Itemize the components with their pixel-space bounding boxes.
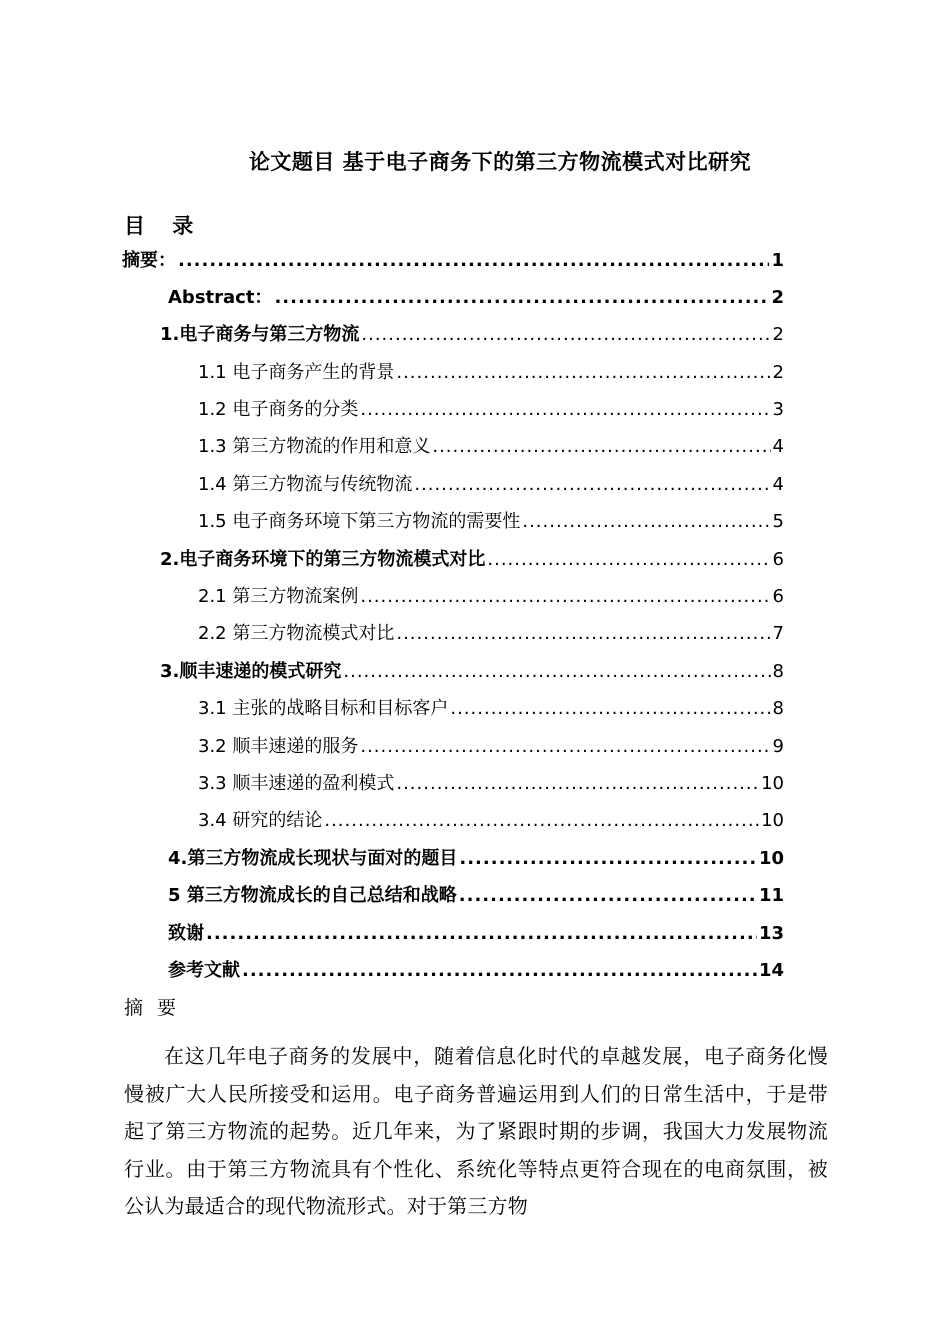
toc-entry-label: 1.3 第三方物流的作用和意义 <box>198 436 431 457</box>
toc-entry-acknowledgements[interactable] <box>168 919 784 949</box>
toc-dot-leader <box>487 549 770 570</box>
toc-entry-references[interactable] <box>168 956 784 986</box>
toc-dot-leader <box>459 848 757 869</box>
toc-dot-leader <box>459 885 757 906</box>
toc-entry-page: 9 <box>772 736 784 757</box>
toc-entry-page: 1 <box>771 250 784 271</box>
toc-entry-page: 2 <box>771 287 784 308</box>
toc-entry-3-1[interactable] <box>198 694 784 724</box>
toc-entry-1-3[interactable] <box>198 432 784 462</box>
toc-entry-label: 2.2 第三方物流模式对比 <box>198 623 395 644</box>
toc-entry-label: 2.电子商务环境下的第三方物流模式对比 <box>160 549 486 570</box>
toc-entry-page: 11 <box>758 885 784 906</box>
toc-dot-leader <box>361 324 770 345</box>
toc-entry-page: 6 <box>772 586 784 607</box>
toc-dot-leader <box>242 960 757 981</box>
toc-dot-leader <box>324 810 759 831</box>
toc-entry-label: 3.3 顺丰速递的盈利模式 <box>198 773 395 794</box>
toc-entry-3-2[interactable] <box>198 732 784 762</box>
toc-dot-leader <box>414 474 770 495</box>
toc-dot-leader <box>396 623 770 644</box>
toc-entry-1-1[interactable] <box>198 358 784 388</box>
toc-dot-leader <box>206 923 757 944</box>
toc-entry-page: 5 <box>772 511 784 532</box>
toc-entry-page: 10 <box>761 773 784 794</box>
toc-entry-label: 3.4 研究的结论 <box>198 810 323 831</box>
toc-dot-leader <box>360 736 770 757</box>
toc-entry-page: 8 <box>772 661 784 682</box>
toc-entry-2-2[interactable] <box>198 619 784 649</box>
toc-dot-leader <box>522 511 770 532</box>
toc-dot-leader <box>396 362 770 383</box>
toc-entry-chapter-2[interactable] <box>160 545 784 575</box>
toc-entry-label: 1.1 电子商务产生的背景 <box>198 362 395 383</box>
toc-dot-leader <box>432 436 770 457</box>
toc-entry-2-1[interactable] <box>198 582 784 612</box>
toc-entry-page: 4 <box>772 436 784 457</box>
toc-entry-page: 2 <box>772 324 784 345</box>
toc-entry-label: 1.5 电子商务环境下第三方物流的需要性 <box>198 511 521 532</box>
toc-dot-leader <box>343 661 770 682</box>
toc-entry-label: Abstract： <box>168 287 273 308</box>
thesis-title: 论文题目 基于电子商务下的第三方物流模式对比研究 <box>248 150 752 174</box>
toc-entry-1-2[interactable] <box>198 395 784 425</box>
toc-entry-abstract[interactable] <box>168 283 784 313</box>
toc-dot-leader <box>360 586 770 607</box>
toc-entry-3-3[interactable] <box>198 769 784 799</box>
toc-entry-page: 13 <box>758 923 784 944</box>
toc-entry-page: 2 <box>772 362 784 383</box>
toc-heading: 目 录 <box>124 214 204 238</box>
toc-entry-label: 1.4 第三方物流与传统物流 <box>198 474 413 495</box>
toc-entry-page: 14 <box>758 960 784 981</box>
toc-entry-chapter-3[interactable] <box>160 657 784 687</box>
toc-entry-page: 4 <box>772 474 784 495</box>
toc-entry-page: 10 <box>758 848 784 869</box>
toc-entry-1-4[interactable] <box>198 470 784 500</box>
abstract-heading: 摘 要 <box>124 997 181 1019</box>
toc-entry-chapter-1[interactable] <box>160 320 784 350</box>
toc-entry-label: 3.1 主张的战略目标和目标客户 <box>198 698 449 719</box>
toc-dot-leader <box>450 698 770 719</box>
toc-entry-label: 参考文献 <box>168 960 240 981</box>
toc-entry-label: 摘要： <box>122 250 176 271</box>
toc-dot-leader <box>396 773 759 794</box>
toc-dot-leader <box>360 399 770 420</box>
toc-entry-label: 4.第三方物流成长现状与面对的题目 <box>168 848 458 869</box>
toc-entry-label: 3.顺丰速递的模式研究 <box>160 661 342 682</box>
toc-entry-page: 10 <box>761 810 784 831</box>
toc-entry-summary[interactable] <box>122 246 784 276</box>
toc-dot-leader <box>178 250 769 271</box>
toc-entry-label: 致谢 <box>168 923 204 944</box>
abstract-paragraph: 在这几年电子商务的发展中，随着信息化时代的卓越发展，电子商务化慢慢被广大人民所接受和运用。电子商务普遍运用到人们的日常生活中，于是带起了第三方物流的起势。近几年来，为了紧跟时期的步调，我国大力发展物流行业。由于第三方物流具有个性化、系统化等特点更符合现在的电商氛围，被公认为最适合的现代物流形式。对于第三方物 <box>124 1044 828 1218</box>
toc-entry-chapter-4[interactable] <box>168 844 784 874</box>
toc-entry-label: 1.2 电子商务的分类 <box>198 399 359 420</box>
toc-entry-label: 5 第三方物流成长的自己总结和战略 <box>168 885 457 906</box>
toc-entry-label: 2.1 第三方物流案例 <box>198 586 359 607</box>
toc-entry-label: 1.电子商务与第三方物流 <box>160 324 360 345</box>
toc-entry-page: 6 <box>772 549 784 570</box>
toc-entry-page: 8 <box>772 698 784 719</box>
toc-dot-leader <box>274 287 769 308</box>
toc-entry-page: 3 <box>772 399 784 420</box>
toc-entry-page: 7 <box>772 623 784 644</box>
toc-entry-label: 3.2 顺丰速递的服务 <box>198 736 359 757</box>
toc-entry-chapter-5[interactable] <box>168 881 784 911</box>
toc-entry-3-4[interactable] <box>198 806 784 836</box>
toc-entry-1-5[interactable] <box>198 507 784 537</box>
